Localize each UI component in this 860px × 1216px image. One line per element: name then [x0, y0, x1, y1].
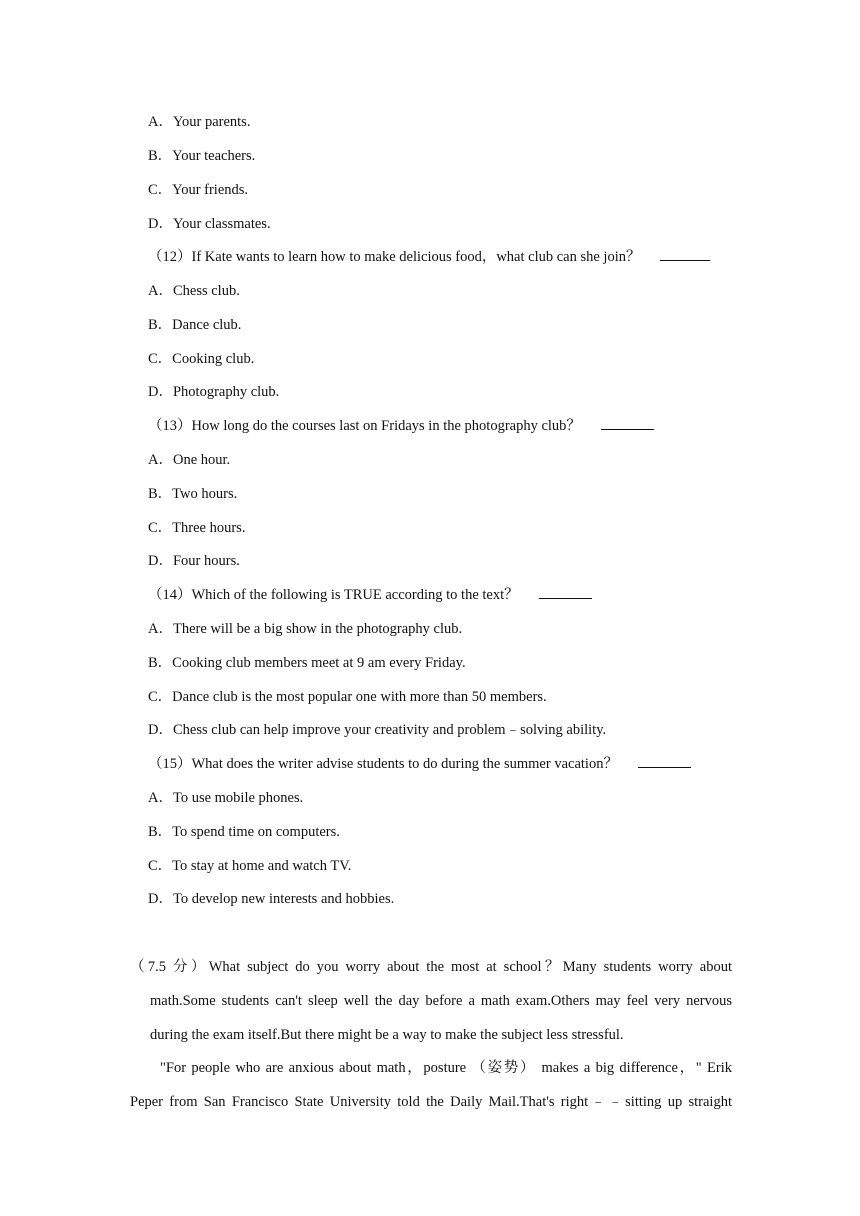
q13-option-a: A．One hour.: [148, 452, 231, 468]
question-12-stem: （12）If Kate wants to learn how to make delicious food，what club can she join？: [148, 249, 641, 265]
q14-option-a: A．There will be a big show in the photography club.: [148, 621, 463, 637]
question-15: [148, 755, 691, 773]
q15-option-d: D．To develop new interests and hobbies.: [148, 891, 395, 907]
q15-option-c: C．To stay at home and watch TV.: [148, 858, 352, 874]
answer-blank: [539, 586, 592, 599]
question-12: [148, 248, 710, 266]
question-13: [148, 417, 654, 435]
passage-line-3: during the exam itself.But there might be a way to make the subject less stressful.: [150, 1027, 624, 1043]
q14-option-b: B．Cooking club members meet at 9 am every Friday.: [148, 655, 466, 671]
question-14: [148, 586, 592, 604]
q11-option-c: C．Your friends.: [148, 182, 249, 198]
q11-option-d: D．Your classmates.: [148, 216, 271, 232]
answer-blank: [601, 417, 654, 430]
q14-option-c: C．Dance club is the most popular one with more than 50 members.: [148, 689, 547, 705]
q12-option-a: A．Chess club.: [148, 283, 240, 299]
passage-line-1: （7.5 分）What subject do you worry about the most at school？Many students worry about: [130, 959, 732, 975]
passage-line-4: "For people who are anxious about math，posture （姿势） makes a big difference，" Erik: [160, 1060, 732, 1076]
passage-line-5: Peper from San Francisco State University told the Daily Mail.That's right﹣﹣sitting up straight: [130, 1094, 732, 1110]
q15-option-a: A．To use mobile phones.: [148, 790, 304, 806]
question-13-stem: （13）How long do the courses last on Fridays in the photography club？: [148, 418, 581, 434]
q11-option-b: B．Your teachers.: [148, 148, 256, 164]
answer-blank: [638, 755, 691, 768]
q11-option-a: A．Your parents.: [148, 114, 251, 130]
q12-option-c: C．Cooking club.: [148, 351, 255, 367]
question-14-stem: （14）Which of the following is TRUE according to the text？: [148, 587, 519, 603]
q12-option-b: B．Dance club.: [148, 317, 242, 333]
q15-option-b: B．To spend time on computers.: [148, 824, 340, 840]
q13-option-b: B．Two hours.: [148, 486, 238, 502]
passage-line-2: math.Some students can't sleep well the day before a math exam.Others may feel very nervous: [150, 993, 732, 1009]
q14-option-d: D．Chess club can help improve your creativity and problem﹣solving ability.: [148, 722, 607, 738]
q13-option-d: D．Four hours.: [148, 553, 240, 569]
answer-blank: [660, 248, 710, 261]
q12-option-d: D．Photography club.: [148, 384, 280, 400]
q13-option-c: C．Three hours.: [148, 520, 246, 536]
question-15-stem: （15）What does the writer advise students to do during the summer vacation？: [148, 756, 618, 772]
